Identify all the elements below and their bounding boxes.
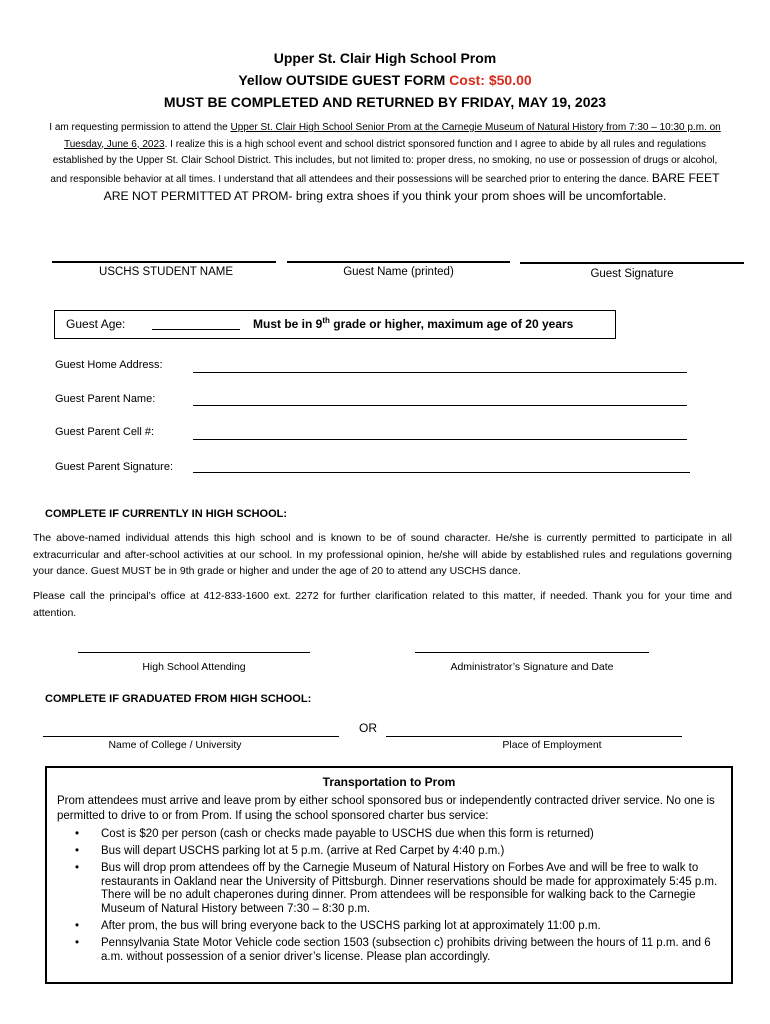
age-note-prefix: Must be in 9: [253, 317, 323, 331]
or-label: OR: [359, 721, 377, 735]
transportation-list: [57, 828, 727, 968]
bullet-text: Pennsylvania State Motor Vehicle code section 1503 (subsection c) prohibits driving between the hours of 11 p.m. and 6 a.m. without possession of a senior driver’s license. Please plan accordingly.: [101, 937, 711, 963]
high-school-heading: COMPLETE IF CURRENTLY IN HIGH SCHOOL:: [45, 508, 288, 520]
parent-signature-label: Guest Parent Signature:: [55, 461, 174, 473]
high-school-attending-field[interactable]: [78, 652, 310, 653]
age-note-suffix: grade or higher, maximum age of 20 years: [329, 317, 574, 331]
deadline: MUST BE COMPLETED AND RETURNED BY FRIDAY, MAY 19, 2023: [163, 94, 607, 110]
bullet-icon: •: [75, 828, 80, 840]
intro-event-details: Upper St. Clair High School Senior Prom at the Carnegie Museum of Natural History from 7:30 – 10:30 p.m. on Tuesday, June 6, 2023: [63, 122, 721, 150]
bullet-icon: •: [75, 862, 80, 875]
form-subtitle: [0, 72, 770, 88]
guest-signature-label: Guest Signature: [590, 268, 674, 280]
guest-signature-line[interactable]: [520, 262, 744, 264]
parent-cell-field[interactable]: [193, 439, 687, 440]
bullet-icon: •: [75, 920, 80, 933]
parent-cell-label: Guest Parent Cell #:: [55, 426, 155, 438]
list-item: [57, 845, 727, 859]
high-school-attending-label: High School Attending: [142, 661, 246, 673]
transportation-heading: Transportation to Prom: [322, 775, 456, 789]
bullet-text: After prom, the bus will bring everyone back to the USCHS parking lot at approximately 11:00 p.m.: [101, 920, 601, 933]
guest-name-line[interactable]: [287, 261, 510, 263]
form-type: Yellow OUTSIDE GUEST FORM: [238, 72, 446, 88]
guest-age-box: [54, 310, 616, 339]
form-title: Upper St. Clair High School Prom: [273, 50, 497, 66]
barefeet-note: BARE FEET ARE NOT PERMITTED AT PROM- bring extra shoes if you think your prom shoes will be uncomfortable.: [103, 170, 720, 203]
guest-age-field[interactable]: [152, 329, 240, 330]
intro-text-2: . I realize this is a high school event and school district sponsored function and I agree to abide by all rules and regulations established by the Upper St. Clair School District. This includes, but not limited to: proper dress, no smoking, no use or possession of drugs or alcohol, and responsible behavior at all times. I understand that all attendees and their possessions will be searched prior to entering the dance.: [50, 138, 718, 185]
transportation-box: [45, 766, 733, 984]
list-item: [57, 937, 727, 964]
call-note: Please call the principal’s office at 412-833-1600 ext. 2272 for further clarification related to this matter, if needed. Thank you for your time and attention.: [33, 590, 732, 619]
administrator-signature-field[interactable]: [415, 652, 649, 653]
administrator-signature-label: Administrator’s Signature and Date: [450, 661, 614, 673]
bullet-icon: •: [75, 937, 80, 950]
parent-name-field[interactable]: [193, 405, 687, 406]
cost-label: Cost: $50.00: [449, 72, 532, 88]
home-address-field[interactable]: [193, 372, 687, 373]
list-item: [57, 862, 727, 916]
intro-text-1: I am requesting permission to attend the: [49, 122, 231, 133]
age-requirement: [253, 317, 573, 331]
graduated-heading: COMPLETE IF GRADUATED FROM HIGH SCHOOL:: [45, 693, 312, 705]
list-item: [57, 828, 727, 842]
transportation-intro: Prom attendees must arrive and leave prom by either school sponsored bus or independently contracted driver service. No one is permitted to drive to or from Prom. If using the school sponsored charter bus service:: [57, 795, 715, 822]
employment-label: Place of Employment: [502, 739, 602, 751]
bullet-text: Cost is $20 per person (cash or checks made payable to USCHS due when this form is returned): [101, 828, 594, 840]
guest-age-label: Guest Age:: [66, 317, 126, 331]
age-note-sup: th: [322, 316, 330, 325]
student-name-label: USCHS STUDENT NAME: [99, 266, 233, 278]
guest-name-label: Guest Name (printed): [343, 266, 454, 278]
bullet-text: Bus will drop prom attendees off by the Carnegie Museum of Natural History on Forbes Ave and will be free to walk to restaurants in Oakland near the University of Pittsburgh. Dinner reservations should be made for approximately 5:45 p.m. There will be no adult chaperones during dinner. Prom attendees will be responsible for walking back to the Carnegie Museum of Natural History between 7:30 – 8:30 p.m.: [101, 862, 718, 915]
employment-field[interactable]: [386, 736, 682, 737]
intro-paragraph: [44, 120, 726, 207]
bullet-text: Bus will depart USCHS parking lot at 5 p.m. (arrive at Red Carpet by 4:40 p.m.): [101, 845, 505, 858]
student-name-line[interactable]: [52, 261, 276, 263]
high-school-paragraph: The above-named individual attends this high school and is known to be of sound character. He/she is currently permitted to participate in all extracurricular and after-school activities at our school. In my professional opinion, he/she will abide by established rules and regulations governing your dance. Guest MUST be in 9th grade or higher and under the age of 20 to attend any USCHS dance.: [33, 532, 732, 577]
bullet-icon: •: [75, 845, 80, 858]
parent-name-label: Guest Parent Name:: [55, 393, 156, 405]
home-address-label: Guest Home Address:: [55, 359, 163, 371]
parent-signature-field[interactable]: [193, 472, 690, 473]
college-label: Name of College / University: [108, 739, 242, 751]
list-item: [57, 920, 727, 934]
college-field[interactable]: [43, 736, 339, 737]
